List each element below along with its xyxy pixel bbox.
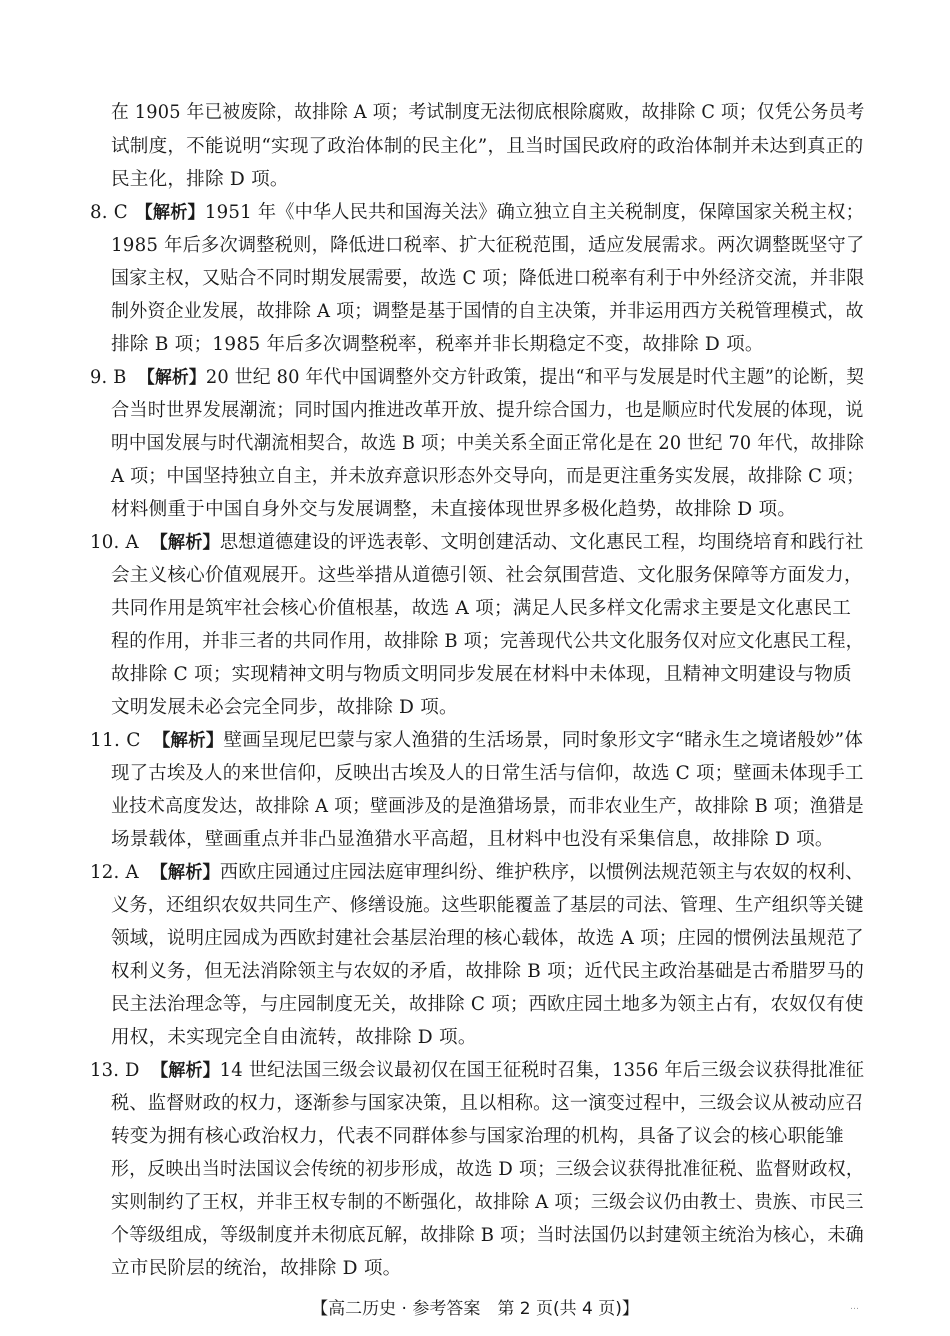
answer-line: 民主法治理念等，与庄园制度无关，故排除 C 项；西欧庄园土地多为领主占有，农奴仅有使 bbox=[111, 994, 864, 1015]
page-footer: 【高二历史 · 参考答案 第 2 页(共 4 页)】 bbox=[311, 1299, 639, 1319]
answer-line: 合当时世界发展潮流；同时国内推进改革开放、提升综合国力，也是顺应时代发展的体现，说 bbox=[111, 400, 864, 421]
answer-line: 个等级组成，等级制度并未彻底瓦解，故排除 B 项；当时法国仍以封建领主统治为核心，未确 bbox=[111, 1225, 864, 1246]
answer-line: 义务，还组织农奴共同生产、修缮设施。这些职能覆盖了基层的司法、管理、生产组织等关键 bbox=[111, 895, 864, 916]
answer-line: 20 世纪 80 年代中国调整外交方针政策，提出“和平与发展是时代主题”的论断，契 bbox=[205, 367, 865, 388]
answer-line: 壁画呈现尼巴蒙与家人渔猎的生活场景，同时象形文字“睹永生之境诸般妙”体 bbox=[223, 730, 864, 751]
answer-line: 共同作用是筑牢社会核心价值根基，故选 A 项；满足人民多样文化需求主要是文化惠民工 bbox=[111, 598, 852, 619]
answer-line: 制外资企业发展，故排除 A 项；调整是基于国情的自主决策，并非运用西方关税管理模式，故 bbox=[111, 301, 864, 322]
answer-line: 14 世纪法国三级会议最初仅在国王征税时召集，1356 年后三级会议获得批准征 bbox=[219, 1060, 865, 1081]
answer-line: 权利义务，但无法消除领主与农奴的矛盾，故排除 B 项；近代民主政治基础是古希腊罗马的 bbox=[111, 961, 865, 982]
answer-number: 9. B bbox=[90, 367, 127, 388]
analysis-tag: 【解析】 bbox=[138, 368, 206, 388]
answer-line: 形，反映出当时法国议会传统的初步形成，故选 D 项；三级会议获得批准征税、监督财政权， bbox=[111, 1159, 865, 1180]
answer-line: 1985 年后多次调整税则，降低进口税率、扩大征税范围，适应发展需求。两次调整既坚守了 bbox=[111, 235, 865, 256]
answer-line: 会主义核心价值观展开。这些举措从道德引领、社会氛围营造、文化服务保障等方面发力， bbox=[111, 565, 863, 586]
answer-number: 10. A bbox=[90, 532, 139, 553]
intro-line: 试制度，不能说明“实现了政治体制的民主化”，且当时国民政府的政治体制并未达到真正的 bbox=[111, 136, 864, 157]
answer-line: 思想道德建设的评选表彰、文明创建活动、文化惠民工程，均围绕培育和践行社 bbox=[219, 532, 864, 553]
answer-line: 国家主权，又贴合不同时期发展需要，故选 C 项；降低进口税率有利于中外经济交流，并非限 bbox=[111, 268, 865, 289]
corner-mark: … bbox=[850, 1302, 859, 1312]
analysis-tag: 【解析】 bbox=[152, 731, 224, 751]
answer-line: 程的作用，并非三者的共同作用，故排除 B 项；完善现代公共文化服务仅对应文化惠民工程， bbox=[111, 631, 864, 652]
answer-number: 13. D bbox=[90, 1060, 140, 1081]
answer-line: 实则制约了王权，并非王权专制的不断强化，故排除 A 项；三级会议仍由教士、贵族、市民三 bbox=[111, 1192, 864, 1213]
analysis-tag: 【解析】 bbox=[150, 863, 220, 883]
answer-line: 文明发展未必会完全同步，故排除 D 项。 bbox=[111, 697, 458, 718]
answer-number: 8. C bbox=[90, 202, 128, 223]
analysis-tag: 【解析】 bbox=[151, 1061, 220, 1081]
answer-line: 转变为拥有核心政治权力，代表不同群体参与国家治理的机构，具备了议会的核心职能雏 bbox=[111, 1126, 844, 1147]
answer-line: 排除 B 项；1985 年后多次调整税率，税率并非长期稳定不变，故排除 D 项。 bbox=[111, 334, 764, 355]
answer-number: 11. C bbox=[90, 730, 141, 751]
answer-line: 领域，说明庄园成为西欧封建社会基层治理的核心载体，故选 A 项；庄园的惯例法虽规范了 bbox=[111, 928, 864, 949]
answer-number: 12. A bbox=[90, 862, 139, 883]
intro-line: 在 1905 年已被废除，故排除 A 项；考试制度无法彻底根除腐败，故排除 C 项；仅凭公务员考 bbox=[111, 102, 865, 123]
answer-line: 西欧庄园通过庄园法庭审理纠纷、维护秩序，以惯例法规范领主与农奴的权利、 bbox=[219, 862, 864, 883]
answer-line: 材料侧重于中国自身外交与发展调整，未直接体现世界多极化趋势，故排除 D 项。 bbox=[111, 499, 797, 520]
answer-line: 立市民阶层的统治，故排除 D 项。 bbox=[111, 1258, 402, 1279]
analysis-tag: 【解析】 bbox=[150, 533, 220, 553]
answer-line: A 项；中国坚持独立自主，并未放弃意识形态外交导向，而是更注重务实发展，故排除 C 项； bbox=[111, 466, 865, 487]
answer-line: 现了古埃及人的来世信仰，反映出古埃及人的日常生活与信仰，故选 C 项；壁画未体现手工 bbox=[111, 763, 864, 784]
answer-line: 业技术高度发达，故排除 A 项；壁画涉及的是渔猎场景，而非农业生产，故排除 B 项；渔猎是 bbox=[111, 796, 864, 817]
answer-line: 场景载体，壁画重点并非凸显渔猎水平高超，且材料中也没有采集信息，故排除 D 项。 bbox=[111, 829, 834, 850]
answer-line: 用权，未实现完全自由流转，故排除 D 项。 bbox=[111, 1027, 477, 1048]
answer-line: 1951 年《中华人民共和国海关法》确立独立自主关税制度，保障国家关税主权； bbox=[204, 202, 864, 223]
answer-line: 明中国发展与时代潮流相契合，故选 B 项；中美关系全面正常化是在 20 世纪 70 年代，故排除 bbox=[111, 433, 865, 454]
answer-line: 税、监督财政的权力，逐渐参与国家决策，且以相称。这一演变过程中，三级会议从被动应召 bbox=[111, 1093, 864, 1114]
intro-line: 民主化，排除 D 项。 bbox=[111, 169, 289, 190]
answer-line: 故排除 C 项；实现精神文明与物质文明同步发展在材料中未体现，且精神文明建设与物质 bbox=[111, 664, 852, 685]
analysis-tag: 【解析】 bbox=[135, 203, 205, 223]
